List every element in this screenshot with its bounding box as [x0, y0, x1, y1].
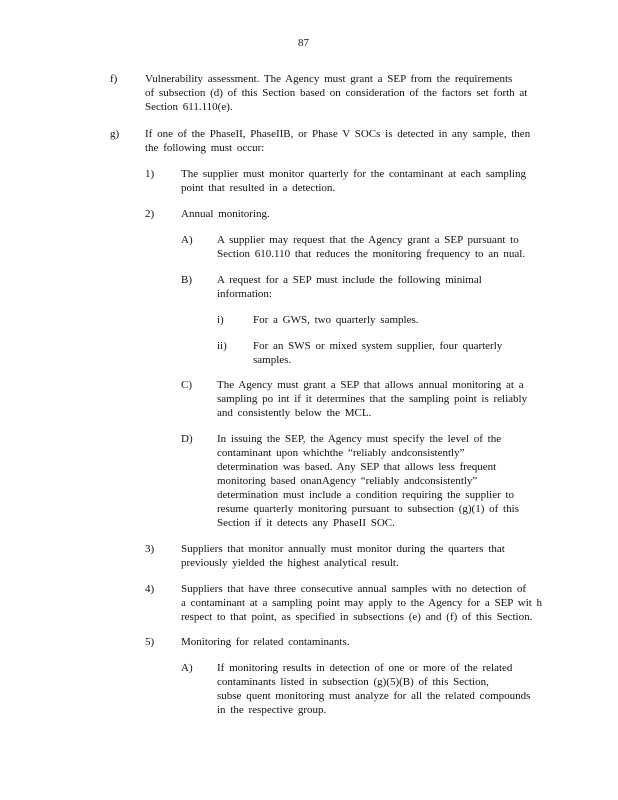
- text-line: samples.: [253, 354, 292, 366]
- text-line: For a GWS, two quarterly samples.: [253, 314, 419, 326]
- text-line: subse quent monitoring must analyze for all the related compounds: [217, 690, 531, 702]
- text-line: determination must include a condition requiring the supplier to: [217, 489, 515, 501]
- text-line: Vulnerability assessment. The Agency must grant a SEP from the requirements: [145, 73, 513, 85]
- item-label: 5): [145, 636, 155, 648]
- item-text: [253, 339, 535, 367]
- text-line: A request for a SEP must include the following minimal: [217, 274, 482, 286]
- item-label: g): [110, 128, 120, 140]
- text-line: Monitoring for related contaminants.: [181, 636, 350, 648]
- text-line: Section if it detects any PhaseII SOC.: [217, 517, 395, 529]
- text-line: contaminant upon whichthe “reliably andconsistently”: [217, 447, 465, 459]
- item-text: [217, 378, 535, 420]
- text-line: previously yielded the highest analytical result.: [181, 557, 399, 569]
- item-text: [217, 233, 535, 261]
- item-text: [181, 635, 536, 649]
- item-label: B): [181, 274, 192, 286]
- text-line: information:: [217, 288, 272, 300]
- text-line: contaminants listed in subsection (g)(5)(B) of this Section,: [217, 676, 489, 688]
- text-line: In issuing the SEP, the Agency must specify the level of the: [217, 433, 502, 445]
- item-label: A): [181, 662, 193, 674]
- item-text: [181, 542, 536, 570]
- text-line: If monitoring results in detection of one or more of the related: [217, 662, 513, 674]
- item-text: [253, 313, 535, 327]
- text-line: of subsection (d) of this Section based on consideration of the factors set forth at: [145, 87, 528, 99]
- item-text: [217, 661, 535, 717]
- text-line: the following must occur:: [145, 142, 265, 154]
- item-label: ii): [217, 340, 227, 352]
- text-line: The Agency must grant a SEP that allows annual monitoring at a: [217, 379, 524, 391]
- item-label: D): [181, 433, 193, 445]
- item-label: 3): [145, 543, 155, 555]
- item-label: f): [110, 73, 118, 85]
- text-line: a contaminant at a sampling point may apply to the Agency for a SEP wit h: [181, 597, 543, 609]
- item-label: 4): [145, 583, 155, 595]
- text-line: Suppliers that have three consecutive annual samples with no detection of: [181, 583, 527, 595]
- item-label: 1): [145, 168, 155, 180]
- item-text: [217, 432, 535, 530]
- page-number: 87: [298, 37, 309, 49]
- text-line: point that resulted in a detection.: [181, 182, 336, 194]
- text-line: and consistently below the MCL.: [217, 407, 372, 419]
- item-label: i): [217, 314, 224, 326]
- item-label: C): [181, 379, 192, 391]
- item-label: A): [181, 234, 193, 246]
- item-text: [217, 273, 535, 301]
- text-line: Annual monitoring.: [181, 208, 270, 220]
- item-text: [181, 167, 536, 195]
- text-line: Suppliers that monitor annually must monitor during the quarters that: [181, 543, 505, 555]
- text-line: If one of the PhaseII, PhaseIIB, or Phase V SOCs is detected in any sample, then: [145, 128, 531, 140]
- item-text: [145, 72, 535, 114]
- text-line: monitoring based onanAgency “reliably andconsistently”: [217, 475, 478, 487]
- text-line: in the respective group.: [217, 704, 327, 716]
- text-line: For an SWS or mixed system supplier, four quarterly: [253, 340, 503, 352]
- text-line: A supplier may request that the Agency grant a SEP pursuant to: [217, 234, 519, 246]
- item-text: [145, 127, 535, 155]
- text-line: respect to that point, as specified in subsections (e) and (f) of this Section.: [181, 611, 533, 623]
- text-line: Section 610.110 that reduces the monitoring frequency to an nual.: [217, 248, 526, 260]
- text-line: Section 611.110(e).: [145, 101, 233, 113]
- text-line: sampling po int if it determines that the sampling point is reliably: [217, 393, 528, 405]
- text-line: The supplier must monitor quarterly for the contaminant at each sampling: [181, 168, 527, 180]
- item-text: [181, 582, 543, 624]
- text-line: resume quarterly monitoring pursuant to subsection (g)(1) of this: [217, 503, 519, 515]
- text-line: determination was based. Any SEP that allows less frequent: [217, 461, 497, 473]
- item-text: [181, 207, 536, 221]
- item-label: 2): [145, 208, 155, 220]
